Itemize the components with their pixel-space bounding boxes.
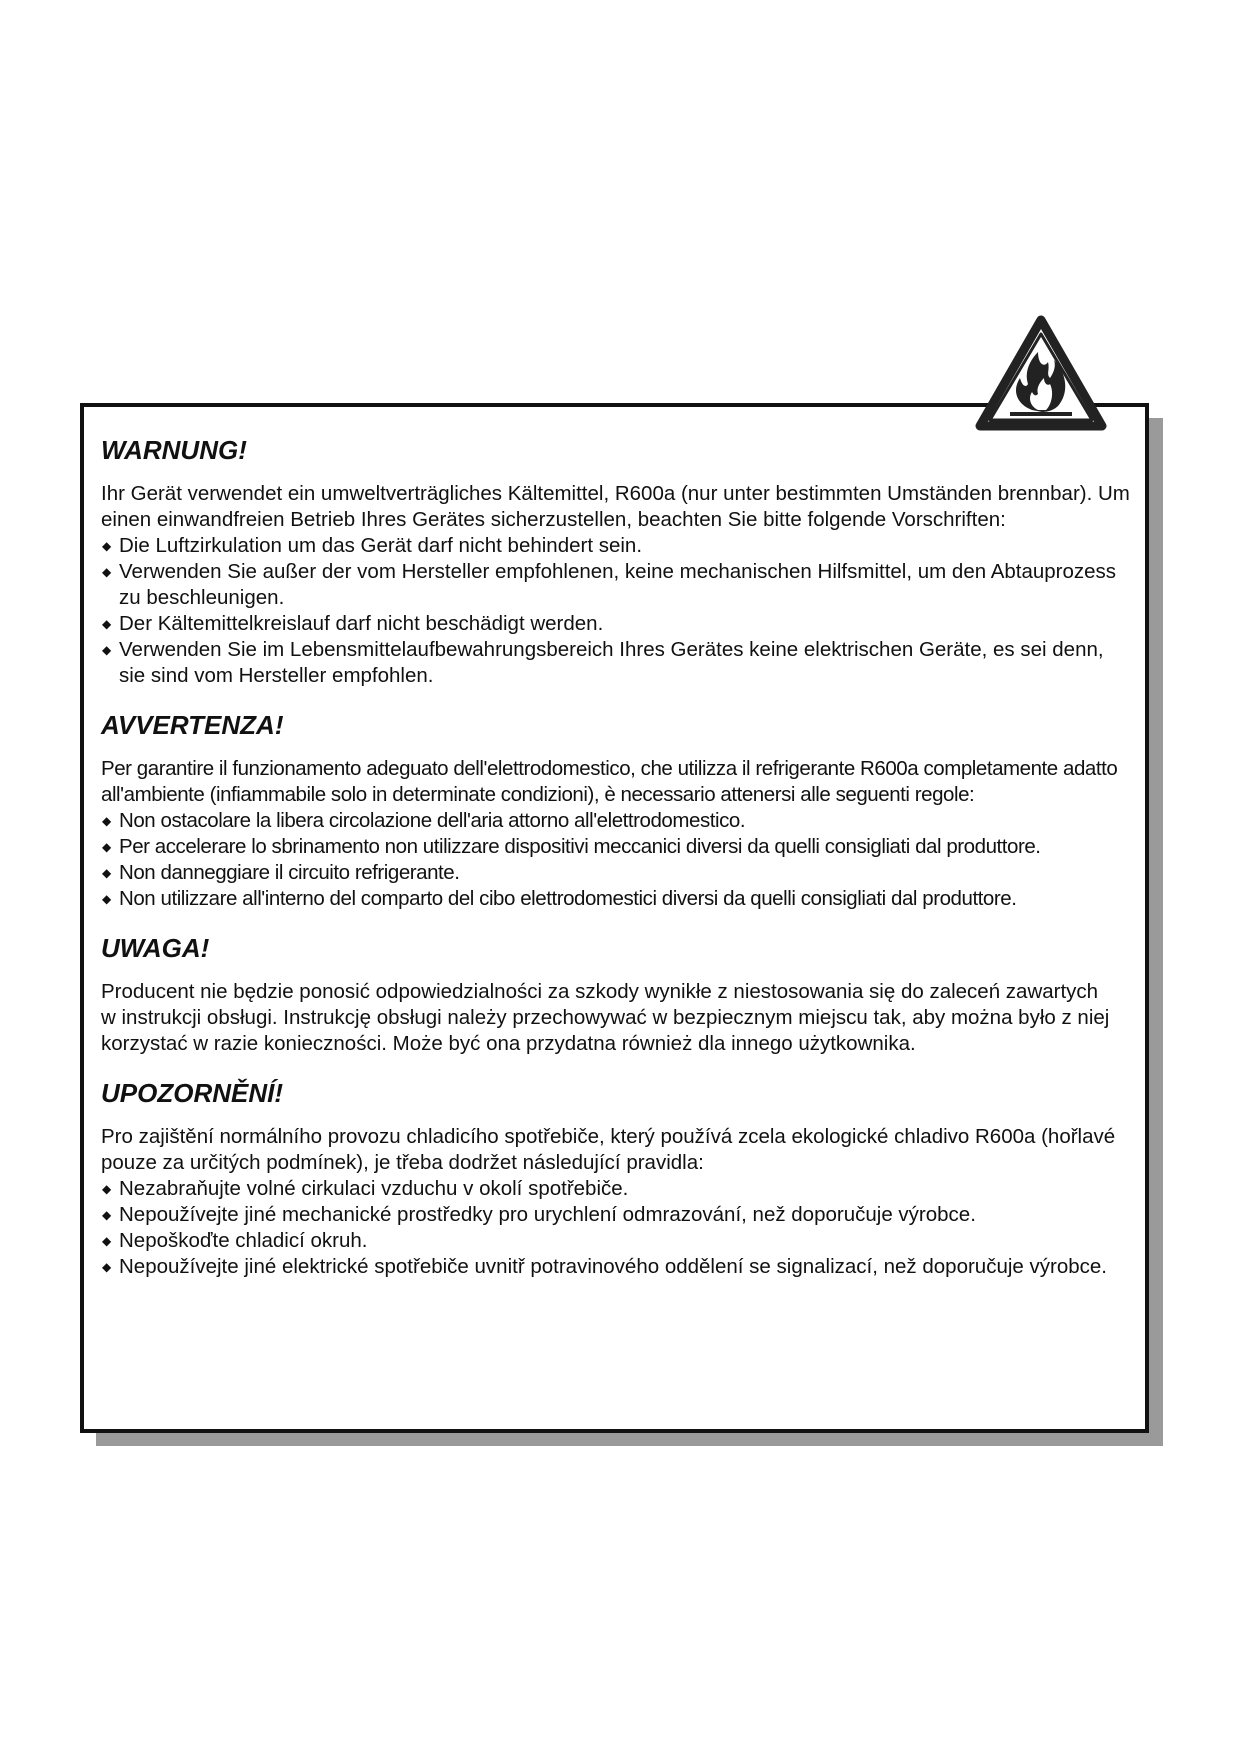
section-paragraph: Pro zajištění normálního provozu chladicího spotřebiče, který používá zcela ekologické chladivo R600a (hořlavé pouze za určitých podmínek), je třeba dodržet následující pravidla: (101, 1125, 1116, 1174)
diamond-bullet-icon: ◆ (102, 1208, 112, 1222)
list-item: ◆ Nezabraňujte volné cirkulaci vzduchu v okolí spotřebiče. (102, 1177, 629, 1200)
bullet-list (101, 533, 1131, 689)
list-item: ◆ Non danneggiare il circuito refrigerante. (102, 861, 460, 884)
diamond-bullet-icon: ◆ (102, 1234, 112, 1248)
section-warnung (101, 432, 1131, 689)
section-paragraph: Ihr Gerät verwendet ein umweltverträgliches Kältemittel, R600a (nur unter bestimmten Umständen brennbar). Um einen einwandfreien Betrieb Ihres Gerätes sicherzustellen, beachten Sie bitte folgende Vorschriften: (101, 482, 1130, 531)
bullet-list (101, 808, 1131, 912)
diamond-bullet-icon: ◆ (102, 1182, 112, 1196)
list-item: ◆ Verwenden Sie außer der vom Hersteller empfohlenen, keine mechanischen Hilfsmittel, um den Abtauprozess zu beschleunigen. (102, 560, 1117, 609)
section-avvertenza (101, 707, 1131, 912)
list-item: ◆ Non ostacolare la libera circolazione dell'aria attorno all'elettrodomestico. (102, 809, 746, 832)
section-title: UPOZORNĚNÍ! (101, 1078, 283, 1108)
list-item: ◆ Die Luftzirkulation um das Gerät darf nicht behindert sein. (102, 534, 643, 557)
list-item: ◆ Nepoužívejte jiné mechanické prostředky pro urychlení odmrazování, než doporučuje výrobce. (102, 1203, 976, 1226)
section-paragraph: Producent nie będzie ponosić odpowiedzialności za szkody wynikłe z niestosowania się do zaleceń zawartych w instrukcji obsługi. Instrukcję obsługi należy przechowywać w bezpiecznym miejscu tak, aby można było z niej korzystać w razie konieczności. Może być ona przydatna również dla innego użytkownika. (101, 980, 1110, 1055)
list-item: ◆ Der Kältemittelkreislauf darf nicht beschädigt werden. (102, 612, 604, 635)
diamond-bullet-icon: ◆ (102, 539, 112, 553)
diamond-bullet-icon: ◆ (102, 617, 112, 631)
diamond-bullet-icon: ◆ (102, 814, 111, 828)
bullet-list (101, 1176, 1131, 1280)
section-title: UWAGA! (101, 933, 210, 963)
section-title: AVVERTENZA! (101, 710, 284, 740)
flammable-warning-icon (972, 312, 1110, 436)
warning-content (101, 432, 1131, 1298)
diamond-bullet-icon: ◆ (102, 643, 112, 657)
diamond-bullet-icon: ◆ (102, 866, 111, 880)
section-upozorneni (101, 1075, 1131, 1280)
list-item: ◆ Per accelerare lo sbrinamento non utilizzare dispositivi meccanici diversi da quelli consigliati dal produttore. (102, 835, 1041, 858)
section-title: WARNUNG! (101, 435, 247, 465)
diamond-bullet-icon: ◆ (102, 892, 111, 906)
list-item: ◆ Nepoškoďte chladicí okruh. (102, 1229, 368, 1252)
list-item: ◆ Verwenden Sie im Lebensmittelaufbewahrungsbereich Ihres Gerätes keine elektrischen Geräte, es sei denn, sie sind vom Hersteller empfohlen. (102, 638, 1104, 687)
list-item: ◆ Non utilizzare all'interno del comparto del cibo elettrodomestici diversi da quelli consigliati dal produttore. (102, 887, 1017, 910)
diamond-bullet-icon: ◆ (102, 565, 112, 579)
diamond-bullet-icon: ◆ (102, 1260, 112, 1274)
section-uwaga (101, 930, 1131, 1057)
list-item: ◆ Nepoužívejte jiné elektrické spotřebiče uvnitř potravinového oddělení se signalizací, než doporučuje výrobce. (102, 1255, 1107, 1278)
section-paragraph: Per garantire il funzionamento adeguato dell'elettrodomestico, che utilizza il refrigerante R600a completamente adatto all'ambiente (infiammabile solo in determinate condizioni), è necessario attenersi alle seguenti regole: (101, 757, 1118, 806)
diamond-bullet-icon: ◆ (102, 840, 111, 854)
